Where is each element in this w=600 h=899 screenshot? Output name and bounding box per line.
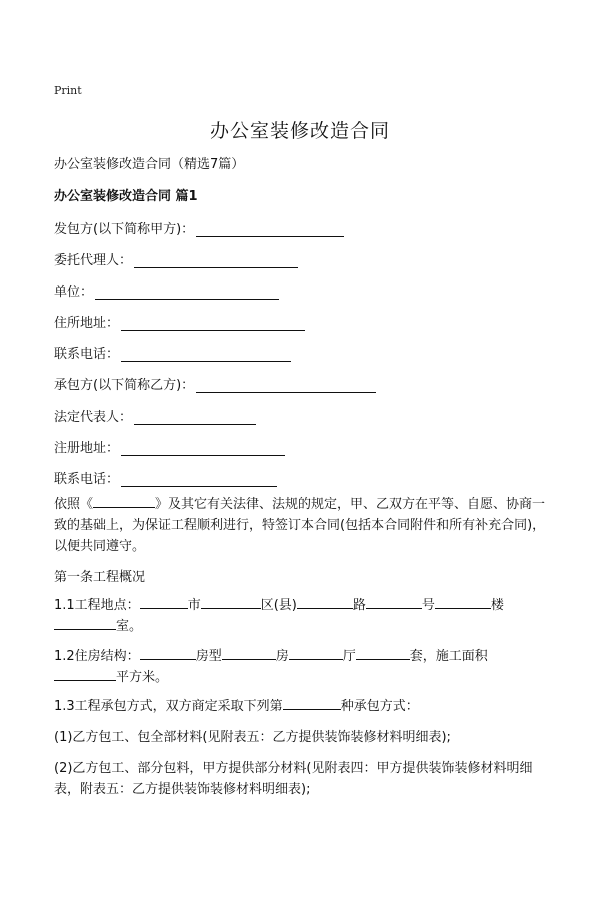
field-label: 法定代表人：	[54, 410, 133, 425]
option-1: (1)乙方包工、包全部材料(见附表五：乙方提供装饰装修材料明细表);	[54, 730, 451, 745]
item-text: 区(县)	[260, 598, 297, 613]
blank-line	[121, 472, 277, 487]
field-legal-rep	[54, 406, 256, 425]
item-text: 号	[421, 598, 435, 613]
article-heading: 第一条工程概况	[54, 570, 146, 585]
item-text: 平方米。	[116, 670, 169, 685]
item-label: 1.2住房结构：	[54, 649, 140, 664]
field-phone-employer	[54, 343, 291, 362]
item-text: 1.3工程承包方式，双方商定采取下列第	[54, 699, 283, 714]
document-title: 办公室装修改造合同	[209, 120, 390, 142]
field-label: 注册地址：	[54, 441, 120, 456]
blank-line	[54, 667, 116, 681]
field-address	[54, 312, 305, 331]
intro-paragraph	[54, 494, 554, 557]
blank-line	[196, 222, 344, 237]
item-text: 室。	[116, 619, 143, 634]
field-label: 住所地址：	[54, 316, 120, 331]
item-1-3	[54, 696, 554, 717]
blank-line	[140, 595, 188, 609]
blank-line	[356, 646, 410, 660]
item-text: 厅	[342, 649, 356, 664]
blank-line	[140, 646, 196, 660]
item-text: 房型	[195, 649, 222, 664]
item-text: 路	[352, 598, 366, 613]
option-2: (2)乙方包工、部分包料，甲方提供部分材料(见附表四：甲方提供装饰装修材料明细表，附表五：乙方提供装饰装修材料明细表);	[54, 761, 533, 797]
item-text: 楼	[490, 598, 504, 613]
field-label: 承包方(以下简称乙方)：	[54, 378, 195, 393]
blank-line	[283, 696, 341, 710]
section-heading: 办公室装修改造合同 篇1	[54, 189, 198, 204]
blank-line	[121, 347, 291, 362]
document-subtitle: 办公室装修改造合同（精选7篇）	[54, 157, 245, 172]
field-registered-address	[54, 437, 285, 456]
intro-post: 》及其它有关法律、法规的规定，甲、乙双方在平等、自愿、协商一致的基础上，为保证工程顺利进行，特签订本合同(包括本合同附件和所有补充合同)，以便共同遵守。	[54, 497, 546, 554]
blank-line	[121, 441, 285, 456]
item-1-1	[54, 595, 554, 637]
field-label: 单位：	[54, 285, 94, 300]
blank-line	[222, 646, 276, 660]
print-label[interactable]: Print	[54, 84, 82, 97]
intro-pre: 依照《	[54, 497, 94, 512]
blank-line	[196, 378, 376, 393]
blank-line	[93, 494, 155, 508]
field-label: 委托代理人：	[54, 253, 133, 268]
blank-line	[95, 285, 279, 300]
field-label: 发包方(以下简称甲方)：	[54, 222, 195, 237]
blank-line	[201, 595, 261, 609]
item-text: 种承包方式：	[340, 699, 419, 714]
blank-line	[134, 253, 298, 268]
field-employer	[54, 218, 344, 237]
field-label: 联系电话：	[54, 472, 120, 487]
blank-line	[121, 316, 305, 331]
field-agent	[54, 249, 298, 268]
blank-line	[366, 595, 422, 609]
item-text: 房	[275, 649, 289, 664]
item-text: 套，施工面积	[409, 649, 488, 664]
item-1-2	[54, 646, 554, 688]
field-contractor	[54, 374, 376, 393]
blank-line	[54, 616, 116, 630]
blank-line	[134, 410, 256, 425]
field-unit	[54, 281, 279, 300]
field-label: 联系电话：	[54, 347, 120, 362]
blank-line	[435, 595, 491, 609]
field-phone-contractor	[54, 468, 277, 487]
item-text: 市	[187, 598, 201, 613]
item-label: 1.1工程地点：	[54, 598, 140, 613]
blank-line	[289, 646, 343, 660]
blank-line	[297, 595, 353, 609]
